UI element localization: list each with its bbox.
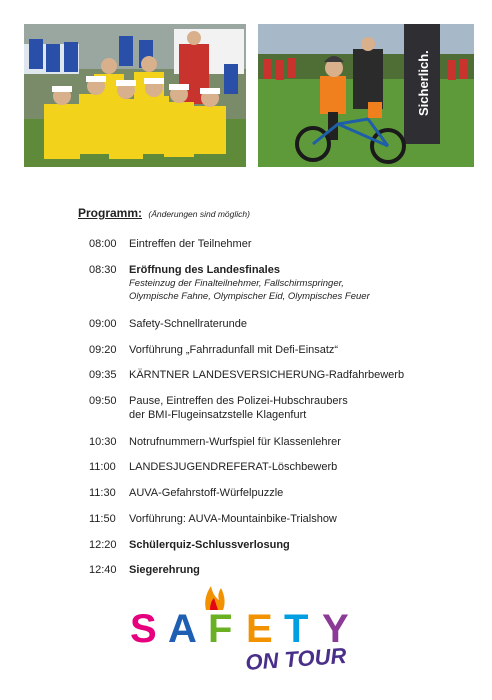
schedule-description	[129, 460, 337, 474]
program-note: (Änderungen sind möglich)	[148, 209, 250, 219]
schedule-time: 11:30	[89, 487, 116, 499]
schedule-description	[129, 512, 337, 526]
schedule-time: 11:00	[89, 461, 116, 473]
schedule-time: 12:20	[89, 539, 117, 551]
schedule-description	[129, 263, 370, 303]
schedule-time: 08:30	[89, 264, 117, 276]
schedule-subtext: Festeinzug der Finalteilnehmer, Fallschirmspringer,	[129, 278, 344, 289]
schedule-time: 08:00	[89, 238, 117, 250]
schedule-text: Schülerquiz-Schlussverlosung	[129, 539, 290, 551]
schedule-subtext: Olympische Fahne, Olympischer Eid, Olympisches Feuer	[129, 291, 370, 302]
child-on-bicycle-photo	[258, 24, 474, 167]
schedule-time: 09:35	[89, 369, 117, 381]
logo-letter: T	[284, 607, 309, 651]
logo-letter: F	[208, 607, 233, 651]
logo-letter: Y	[322, 607, 349, 651]
schedule-description	[129, 538, 290, 552]
schedule-time: 09:20	[89, 344, 117, 356]
schedule-text: AUVA-Gefahrstoff-Würfelpuzzle	[129, 487, 284, 499]
schedule-description	[129, 368, 404, 382]
program-heading	[78, 206, 250, 220]
schedule-time: 09:50	[89, 395, 117, 407]
schedule-description	[129, 486, 283, 500]
schedule-text: Vorführung „Fahrradunfall mit Defi-Einsatz“	[129, 344, 339, 356]
schedule-time: 10:30	[89, 436, 117, 448]
schedule-time: 11:50	[89, 513, 116, 525]
safety-on-tour-logo	[128, 580, 364, 680]
schedule-text: Vorführung: AUVA-Mountainbike-Trialshow	[129, 513, 337, 525]
schedule-description	[129, 237, 252, 251]
schedule-text: Eintreffen der Teilnehmer	[129, 238, 252, 250]
banner-text: Sicherlich.	[416, 50, 431, 116]
schedule-text: Notrufnummern-Wurfspiel für Klassenlehrer	[129, 436, 341, 448]
schedule-description	[129, 563, 200, 577]
program-title: Programm:	[78, 206, 143, 220]
schedule-description	[129, 343, 338, 357]
schedule-time: 12:40	[89, 564, 117, 576]
schedule-description	[129, 317, 247, 331]
schedule-time: 09:00	[89, 318, 117, 330]
schedule-description	[129, 394, 348, 422]
schedule-description	[129, 435, 341, 449]
schedule-text: Eröffnung des Landesfinales	[129, 264, 280, 276]
children-group-photo	[24, 24, 246, 167]
schedule-text: Siegerehrung	[129, 564, 200, 576]
schedule-subtext: der BMI-Flugeinsatzstelle Klagenfurt	[129, 409, 307, 421]
logo-letter: E	[246, 607, 273, 651]
schedule-text: Pause, Eintreffen des Polizei-Hubschraubers	[129, 395, 348, 407]
schedule-text: KÄRNTNER LANDESVERSICHERUNG-Radfahrbewerb	[129, 369, 405, 381]
logo-letter: S	[130, 607, 157, 651]
logo-tagline: ON TOUR	[244, 643, 348, 675]
schedule-text: LANDESJUGENDREFERAT-Löschbewerb	[129, 461, 338, 473]
schedule-text: Safety-Schnellraterunde	[129, 318, 248, 330]
logo-letter: A	[168, 607, 197, 651]
